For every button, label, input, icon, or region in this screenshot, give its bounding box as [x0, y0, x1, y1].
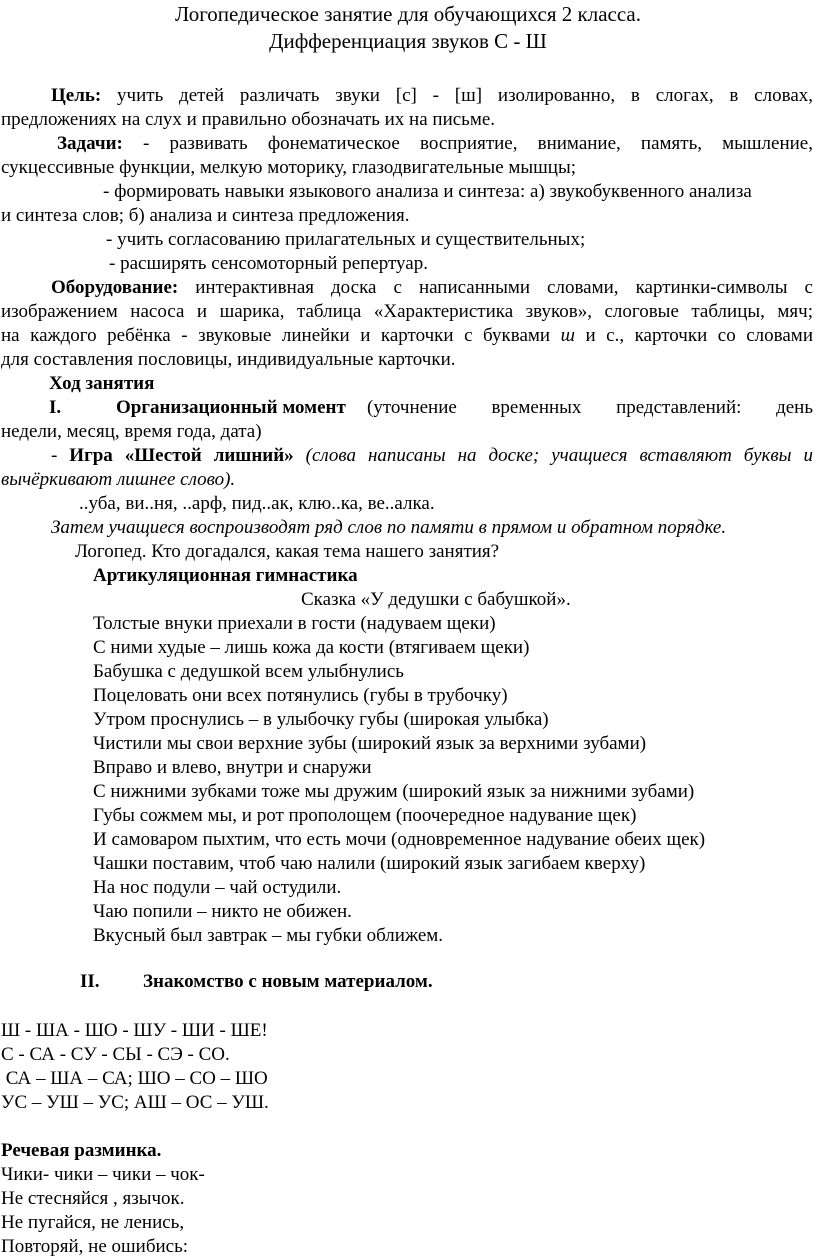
articulation-line: Вправо и влево, внутри и снаружи [93, 757, 372, 778]
equipment-line-3 [1, 324, 813, 348]
game-question: Логопед. Кто догадался, какая тема нашего занятия? [75, 541, 500, 562]
articulation-line: Чаю попили – никто не обижен. [93, 901, 352, 922]
section-2-title: Знакомство с новым материалом. [143, 971, 433, 992]
articulation-line: Толстые внуки приехали в гости (надуваем щеки) [93, 613, 496, 634]
articulation-line: Чистили мы свои верхние зубы (широкий язык за верхними зубами) [93, 733, 647, 754]
equipment-text-3b: и с., карточки со словами [574, 325, 813, 346]
goal-line-1 [51, 84, 813, 108]
syllable-row: С - СА - СУ - СЫ - СЭ - СО. [1, 1044, 230, 1065]
articulation-line: Бабушка с дедушкой всем улыбнулись [93, 661, 404, 682]
section-1-title: Организационный момент [116, 397, 346, 418]
tasks-line-1 [57, 132, 813, 156]
goal-line-2: предложениях на слух и правильно обозначать их на письме. [1, 109, 496, 130]
warmup-line: Не стесняйся , язычок. [1, 1188, 185, 1209]
course-heading: Ход занятия [49, 373, 155, 394]
equipment-line-2: изображением насоса и шарика, таблица «Характеристика звуков», слоговые таблицы, мяч; [1, 301, 813, 322]
goal-text: учить детей различать звуки [с] - [ш] изолированно, в слогах, в словах, [101, 85, 813, 106]
articulation-line: С ними худые – лишь кожа да кости (втягиваем щеки) [93, 637, 530, 658]
section-1-number: I. [49, 397, 62, 418]
game-line-1 [51, 444, 813, 468]
equipment-label: Оборудование: [51, 277, 179, 298]
equipment-text-3a: на каждого ребёнка - звуковые линейки и карточки с буквами [1, 325, 561, 346]
equipment-line-4: для составления пословицы, индивидуальные карточки. [1, 349, 456, 370]
game-line-2 [1, 468, 235, 492]
tasks-text-1: - развивать фонематическое восприятие, внимание, память, мышление, [122, 133, 813, 154]
game-note-1: (слова написаны на доске; учащиеся вставляют буквы и [293, 445, 813, 466]
tasks-line-2: сукцессивные функции, мелкую моторику, глазодвигательные мышцы; [1, 157, 577, 178]
game-instruction: Затем учащиеся воспроизводят ряд слов по памяти в прямом и обратном порядке. [51, 517, 727, 538]
syllable-row: Ш - ША - ШО - ШУ - ШИ - ШЕ! [1, 1020, 268, 1041]
articulation-line: На нос подули – чай остудили. [93, 877, 342, 898]
articulation-line: И самоваром пыхтим, что есть мочи (одновременное надувание обеих щек) [93, 829, 706, 850]
syllable-row: УС – УШ – УС; АШ – ОС – УШ. [1, 1092, 269, 1113]
letter-sh: ш [560, 325, 575, 346]
section-2-number: II. [80, 971, 100, 992]
document-title-line-2: Дифференциация звуков С - Ш [269, 29, 547, 53]
articulation-line: С нижними зубками тоже мы дружим (широкий язык за нижними зубами) [93, 781, 695, 802]
tasks-line-4: и синтеза слов; б) анализа и синтеза предложения. [1, 205, 410, 226]
document-title-line-1: Логопедическое занятие для обучающихся 2 класса. [175, 2, 641, 26]
section-1-line-1 [49, 396, 813, 420]
articulation-line: Вкусный был завтрак – мы губки оближем. [93, 925, 444, 946]
tasks-line-3: - формировать навыки языкового анализа и синтеза: а) звукобуквенного анализа [103, 181, 752, 202]
section-2-heading [80, 970, 433, 994]
game-words: ..уба, ви..ня, ..арф, пид..ак, клю..ка, ве..алка. [79, 493, 435, 514]
equipment-text-1: интерактивная доска с написанными словами, картинки-символы с [178, 277, 813, 298]
warmup-line: Чики- чики – чики – чок- [1, 1164, 205, 1185]
tasks-label: Задачи: [57, 133, 123, 154]
section-1-line-2: недели, месяц, время года, дата) [1, 421, 262, 442]
equipment-line-1 [51, 276, 813, 300]
warmup-line: Повторяй, не ошибись: [1, 1236, 189, 1257]
tale-title: Сказка «У дедушки с бабушкой». [301, 589, 571, 610]
tasks-line-6: - расширять сенсомоторный репертуар. [109, 253, 428, 274]
tasks-line-5: - учить согласованию прилагательных и существительных; [106, 229, 586, 250]
articulation-line: Чашки поставим, чтоб чаю налили (широкий язык загибаем кверху) [93, 853, 646, 874]
goal-label: Цель: [51, 85, 102, 106]
game-title: Игра «Шестой лишний» [69, 445, 294, 466]
warmup-line: Не пугайся, не ленись, [1, 1212, 185, 1233]
syllable-row: СА – ША – СА; ШО – СО – ШО [1, 1068, 268, 1089]
articulation-line: Утром проснулись – в улыбочку губы (широкая улыбка) [93, 709, 549, 730]
articulation-line: Поцеловать они всех потянулись (губы в трубочку) [93, 685, 508, 706]
articulation-heading: Артикуляционная гимнастика [93, 565, 358, 586]
section-1-text-1: (уточнение временных представлений: день [367, 397, 813, 418]
warmup-heading: Речевая разминка. [1, 1140, 162, 1161]
game-note-2: вычёркивают лишнее слово). [1, 469, 236, 490]
game-dash: - [51, 445, 70, 466]
articulation-line: Губы сожмем мы, и рот прополощем (поочередное надувание щек) [93, 805, 637, 826]
